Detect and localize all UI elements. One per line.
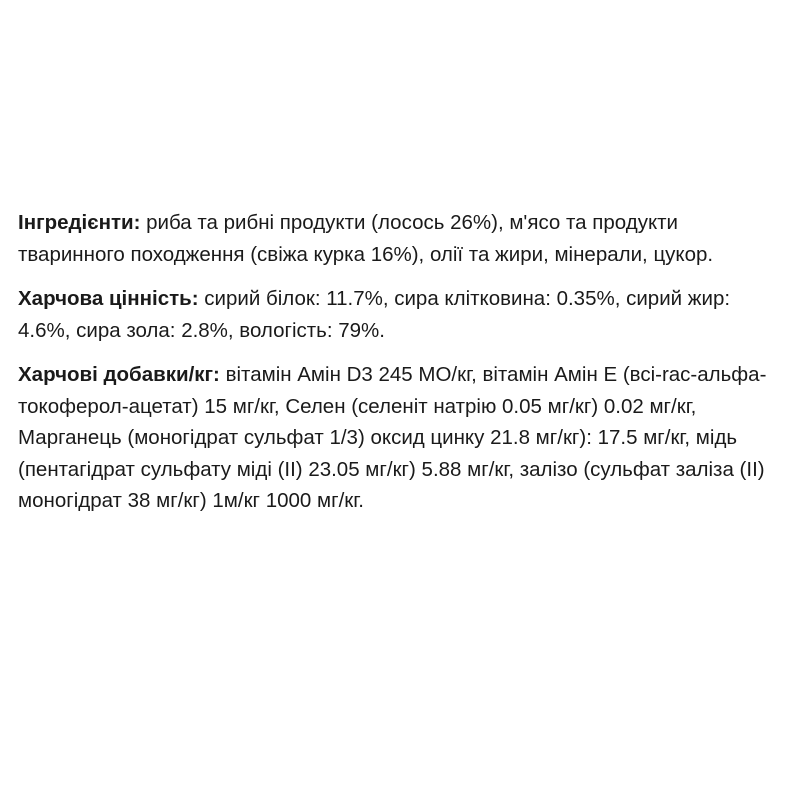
additives-label: Харчові добавки/кг: (18, 363, 220, 386)
ingredients-label: Інгредієнти: (18, 211, 141, 234)
nutrition-label: Харчова цінність: (18, 287, 199, 310)
nutrition-section (18, 283, 782, 346)
additives-text: вітамін Амін D3 245 МО/кг, вітамін Амін E (всі-rac-альфа-токоферол-ацетат) 15 мг/кг, Селен (селеніт натрію 0.05 мг/кг) 0.02 мг/кг, Марганець (моногідрат сульфат 1/3) оксид цинку 21.8 мг/кг): 17.5 мг/кг, мідь (пентагідрат сульфату міді (II) 23.05 мг/кг) 5.88 мг/кг, залізо (сульфат заліза (II) моногідрат 38 мг/кг) 1м/кг 1000 мг/кг. (18, 363, 767, 512)
nutrition-text: сирий білок: 11.7%, сира клітковина: 0.35%, сирий жир: 4.6%, сира зола: 2.8%, вологість: 79%. (18, 287, 731, 342)
additives-section (18, 359, 782, 517)
ingredients-section (18, 207, 782, 270)
ingredients-text: риба та рибні продукти (лосось 26%), м'ясо та продукти тваринного походження (свіжа курка 16%), олії та жири, мінерали, цукор. (18, 211, 714, 266)
